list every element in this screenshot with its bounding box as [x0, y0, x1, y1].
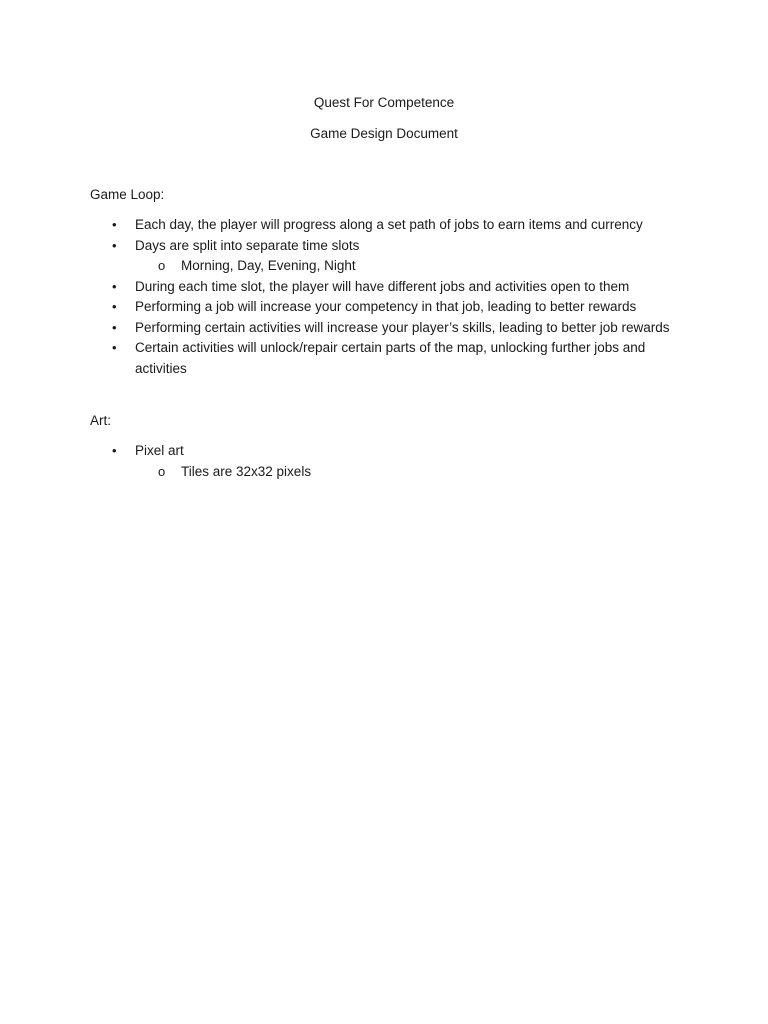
list-item	[0, 215, 768, 236]
bullet-icon: •	[112, 278, 117, 294]
list-item	[0, 297, 768, 318]
sub-bullet-icon: o	[158, 463, 166, 479]
list-item	[0, 338, 768, 379]
list-item	[0, 441, 768, 462]
game-loop-list	[0, 215, 768, 379]
list-item-text: Each day, the player will progress along a set path of jobs to earn items and currency	[135, 217, 643, 232]
art-list	[0, 441, 768, 482]
bullet-icon: •	[112, 299, 117, 314]
list-item	[0, 318, 768, 339]
list-item-text: Performing a job will increase your competency in that job, leading to better rewards	[135, 299, 637, 314]
list-item-text: Pixel art	[135, 443, 184, 458]
list-item-text: Performing certain activities will increase your player’s skills, leading to better job rewards	[135, 319, 670, 335]
document-title: Quest For Competence	[313, 95, 455, 110]
list-item-text: Tiles are 32x32 pixels	[181, 463, 312, 479]
bullet-icon: •	[112, 217, 117, 232]
list-item-text: Certain activities will unlock/repair certain parts of the map, unlocking further jobs and activities	[135, 340, 646, 376]
section-heading-game-loop: Game Loop:	[90, 187, 165, 202]
bullet-icon: •	[112, 319, 117, 335]
sub-list-item	[0, 256, 768, 277]
list-item-text: During each time slot, the player will have different jobs and activities open to them	[135, 278, 630, 294]
bullet-icon: •	[112, 237, 117, 253]
document-subtitle: Game Design Document	[310, 126, 458, 141]
list-item	[0, 236, 768, 257]
section-heading-art: Art:	[90, 413, 112, 428]
bullet-icon: •	[112, 443, 117, 458]
list-item-text: Days are split into separate time slots	[135, 237, 360, 253]
sub-list-item	[0, 462, 768, 483]
sub-bullet-icon: o	[158, 258, 166, 273]
bullet-icon: •	[112, 340, 117, 355]
list-item	[0, 277, 768, 298]
list-item-text: Morning, Day, Evening, Night	[181, 258, 356, 273]
